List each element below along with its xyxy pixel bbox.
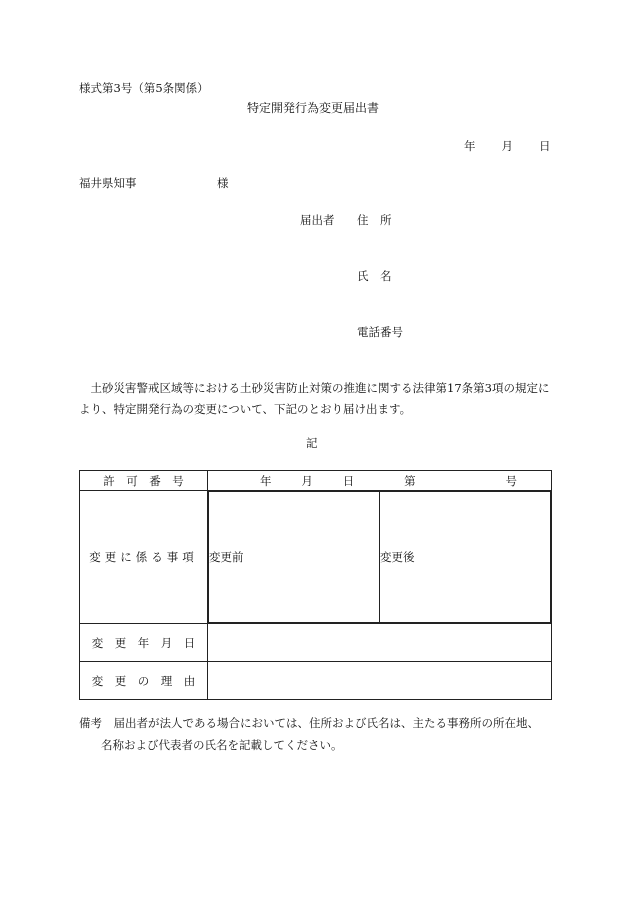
notes xyxy=(79,712,559,756)
document-title: 特定開発行為変更届出書 xyxy=(247,101,380,115)
date-year: 年 xyxy=(464,139,476,153)
notes-line-2: 名称および代表者の氏名を記載してください。 xyxy=(101,738,343,752)
change-table xyxy=(79,470,552,700)
reason-value[interactable] xyxy=(208,662,552,700)
body-text: 土砂災害警戒区域等における土砂災害防止対策の推進に関する法律第17条第3項の規定により、特定開発行為の変更について、下記のとおり届け出ます。 xyxy=(79,381,550,416)
permit-month: 月 xyxy=(301,473,313,488)
change-items-value xyxy=(208,491,552,624)
before-after-table xyxy=(208,491,551,623)
change-date-label: 変 更 年 月 日 xyxy=(80,624,208,662)
permit-value[interactable] xyxy=(208,471,552,491)
notifier-label: 届出者 xyxy=(300,213,335,227)
before-cell[interactable] xyxy=(209,492,380,623)
permit-go: 号 xyxy=(505,473,517,488)
notifier-name-label: 氏 名 xyxy=(357,269,392,283)
notifier-address-label: 住 所 xyxy=(357,213,392,227)
form-number: 様式第3号（第5条関係） xyxy=(79,81,209,95)
after-label: 変更後 xyxy=(380,550,415,564)
permit-year: 年 xyxy=(260,473,272,488)
permit-row xyxy=(80,471,552,491)
change-date-value[interactable] xyxy=(208,624,552,662)
ki-heading: 記 xyxy=(306,436,318,450)
change-items-label xyxy=(80,491,208,624)
change-items-row xyxy=(80,491,552,624)
notifier-phone-label: 電話番号 xyxy=(357,325,403,339)
permit-label: 許 可 番 号 xyxy=(80,471,208,491)
after-cell[interactable] xyxy=(380,492,551,623)
change-date-row xyxy=(80,624,552,662)
addressee-honorific: 様 xyxy=(217,176,229,190)
reason-label: 変 更 の 理 由 xyxy=(80,662,208,700)
date-month: 月 xyxy=(501,139,513,153)
addressee xyxy=(79,175,229,191)
date-day: 日 xyxy=(539,139,551,153)
permit-dai: 第 xyxy=(404,473,416,488)
change-items-label-text: 変更に係る事項 xyxy=(89,550,198,564)
reason-row xyxy=(80,662,552,700)
before-label: 変更前 xyxy=(209,550,244,564)
permit-day: 日 xyxy=(342,473,355,488)
addressee-name: 福井県知事 xyxy=(79,176,137,190)
notes-line-1: 備考 届出者が法人である場合においては、住所および氏名は、主たる事務所の所在地、 xyxy=(79,716,539,730)
submission-date xyxy=(464,138,551,154)
